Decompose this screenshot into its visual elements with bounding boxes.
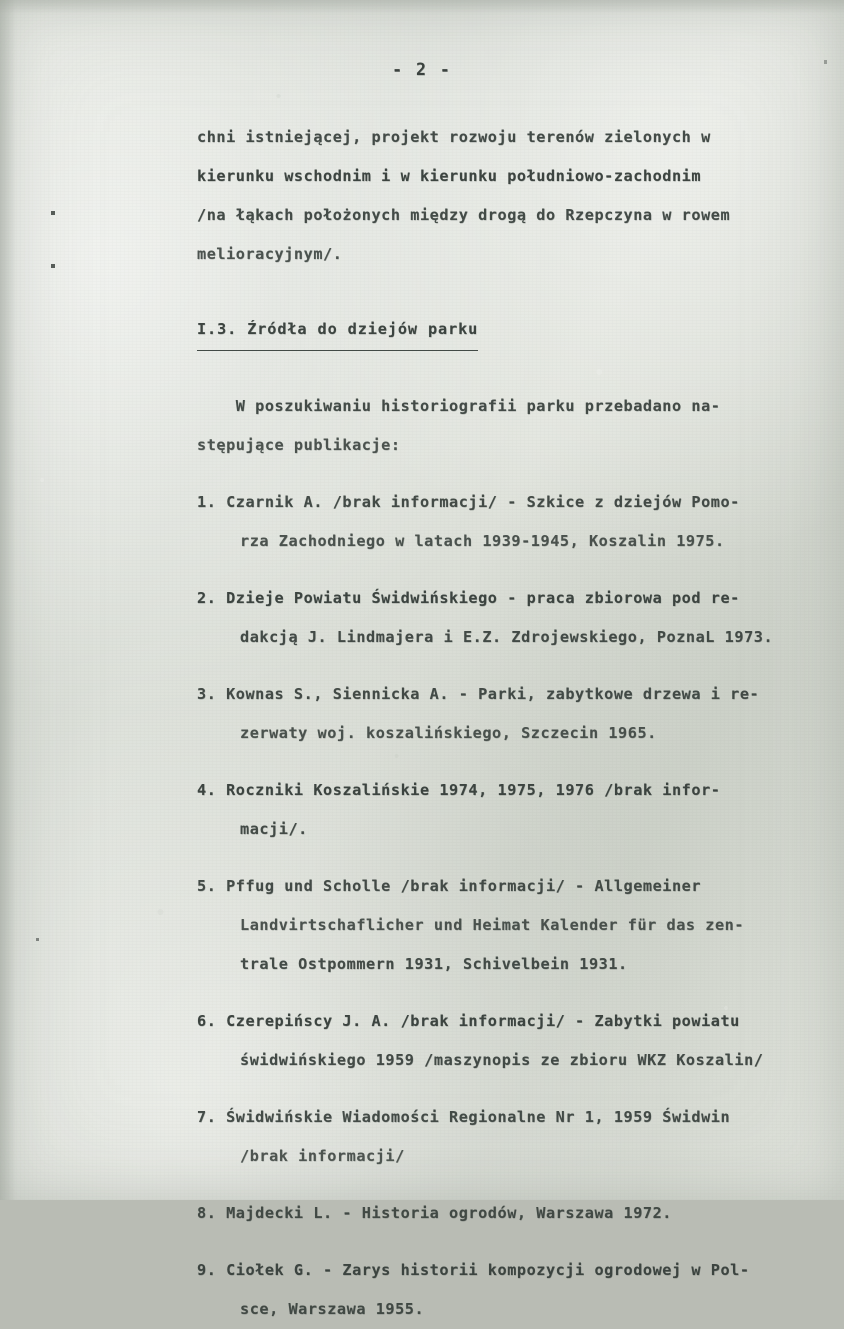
bibliography-entry [197,1194,817,1233]
bibliography-entry [197,1251,817,1329]
section-intro-paragraph [197,387,817,465]
paragraph-line: /na łąkach położonych między drogą do Rzepczyna w rowem [197,206,731,224]
bibliography-entry [197,579,817,657]
spacer [197,984,817,1002]
continuation-paragraph [197,118,817,274]
spacer [197,465,817,483]
entry-line: 2. Dzieje Powiatu Świdwińskiego - praca zbiorowa pod re- [197,589,740,607]
bibliography-entry [197,1098,817,1176]
bibliography-entry [197,675,817,753]
spacer [197,657,817,675]
entry-line: rza Zachodniego w latach 1939-1945, Koszalin 1975. [240,532,725,550]
bibliography-entry [197,771,817,849]
entry-line: zerwaty woj. koszalińskiego, Szczecin 1965. [240,724,657,742]
section-heading-line [197,310,817,351]
bibliography-entry [197,867,817,984]
entry-line: 8. Majdecki L. - Historia ogrodów, Warszawa 1972. [197,1204,672,1222]
bibliography-entry [197,483,817,561]
spacer [197,274,817,310]
page-body [197,118,817,1329]
spacer [197,351,817,387]
spacer [197,1080,817,1098]
spacer [197,1176,817,1194]
paragraph-line: W poszukiwaniu historiografii parku przebadano na- [197,397,721,415]
entry-line: /brak informacji/ [240,1147,405,1165]
paragraph-line: chni istniejącej, projekt rozwoju terenów zielonych w [197,128,711,146]
entry-line: świdwińskiego 1959 /maszynopis ze zbioru WKZ Koszalin/ [240,1051,764,1069]
spacer [197,1233,817,1251]
entry-line: sce, Warszawa 1955. [240,1300,425,1318]
bibliography-entry [197,1002,817,1080]
spacer [197,753,817,771]
entry-line: 6. Czerepińscy J. A. /brak informacji/ - Zabytki powiatu [197,1012,740,1030]
paragraph-line: stępujące publikacje: [197,436,401,454]
paragraph-line: kierunku wschodnim i w kierunku południowo-zachodnim [197,167,702,185]
page-number: - 2 - [392,60,452,79]
entry-line: 5. Pffug und Scholle /brak informacji/ - Allgemeiner [197,877,702,895]
spacer [197,561,817,579]
spacer [197,849,817,867]
entry-line: dakcją J. Lindmajera i E.Z. Zdrojewskiego, PoznaL 1973. [240,628,774,646]
entry-line: Landvirtschaflicher und Heimat Kalender für das zen- [240,916,745,934]
entry-line: 7. Świdwińskie Wiadomości Regionalne Nr 1, 1959 Świdwin [197,1108,731,1126]
entry-line: 4. Roczniki Koszalińskie 1974, 1975, 1976 /brak infor- [197,781,721,799]
entry-line: 3. Kownas S., Siennicka A. - Parki, zabytkowe drzewa i re- [197,685,760,703]
entry-line: 9. Ciołek G. - Zarys historii kompozycji ogrodowej w Pol- [197,1261,750,1279]
paragraph-line: melioracyjnym/. [197,245,343,263]
entry-line: trale Ostpommern 1931, Schivelbein 1931. [240,955,628,973]
section-heading: I.3. Źródła do dziejów parku [197,310,478,351]
entry-line: macji/. [240,820,308,838]
entry-line: 1. Czarnik A. /brak informacji/ - Szkice z dziejów Pomo- [197,493,740,511]
